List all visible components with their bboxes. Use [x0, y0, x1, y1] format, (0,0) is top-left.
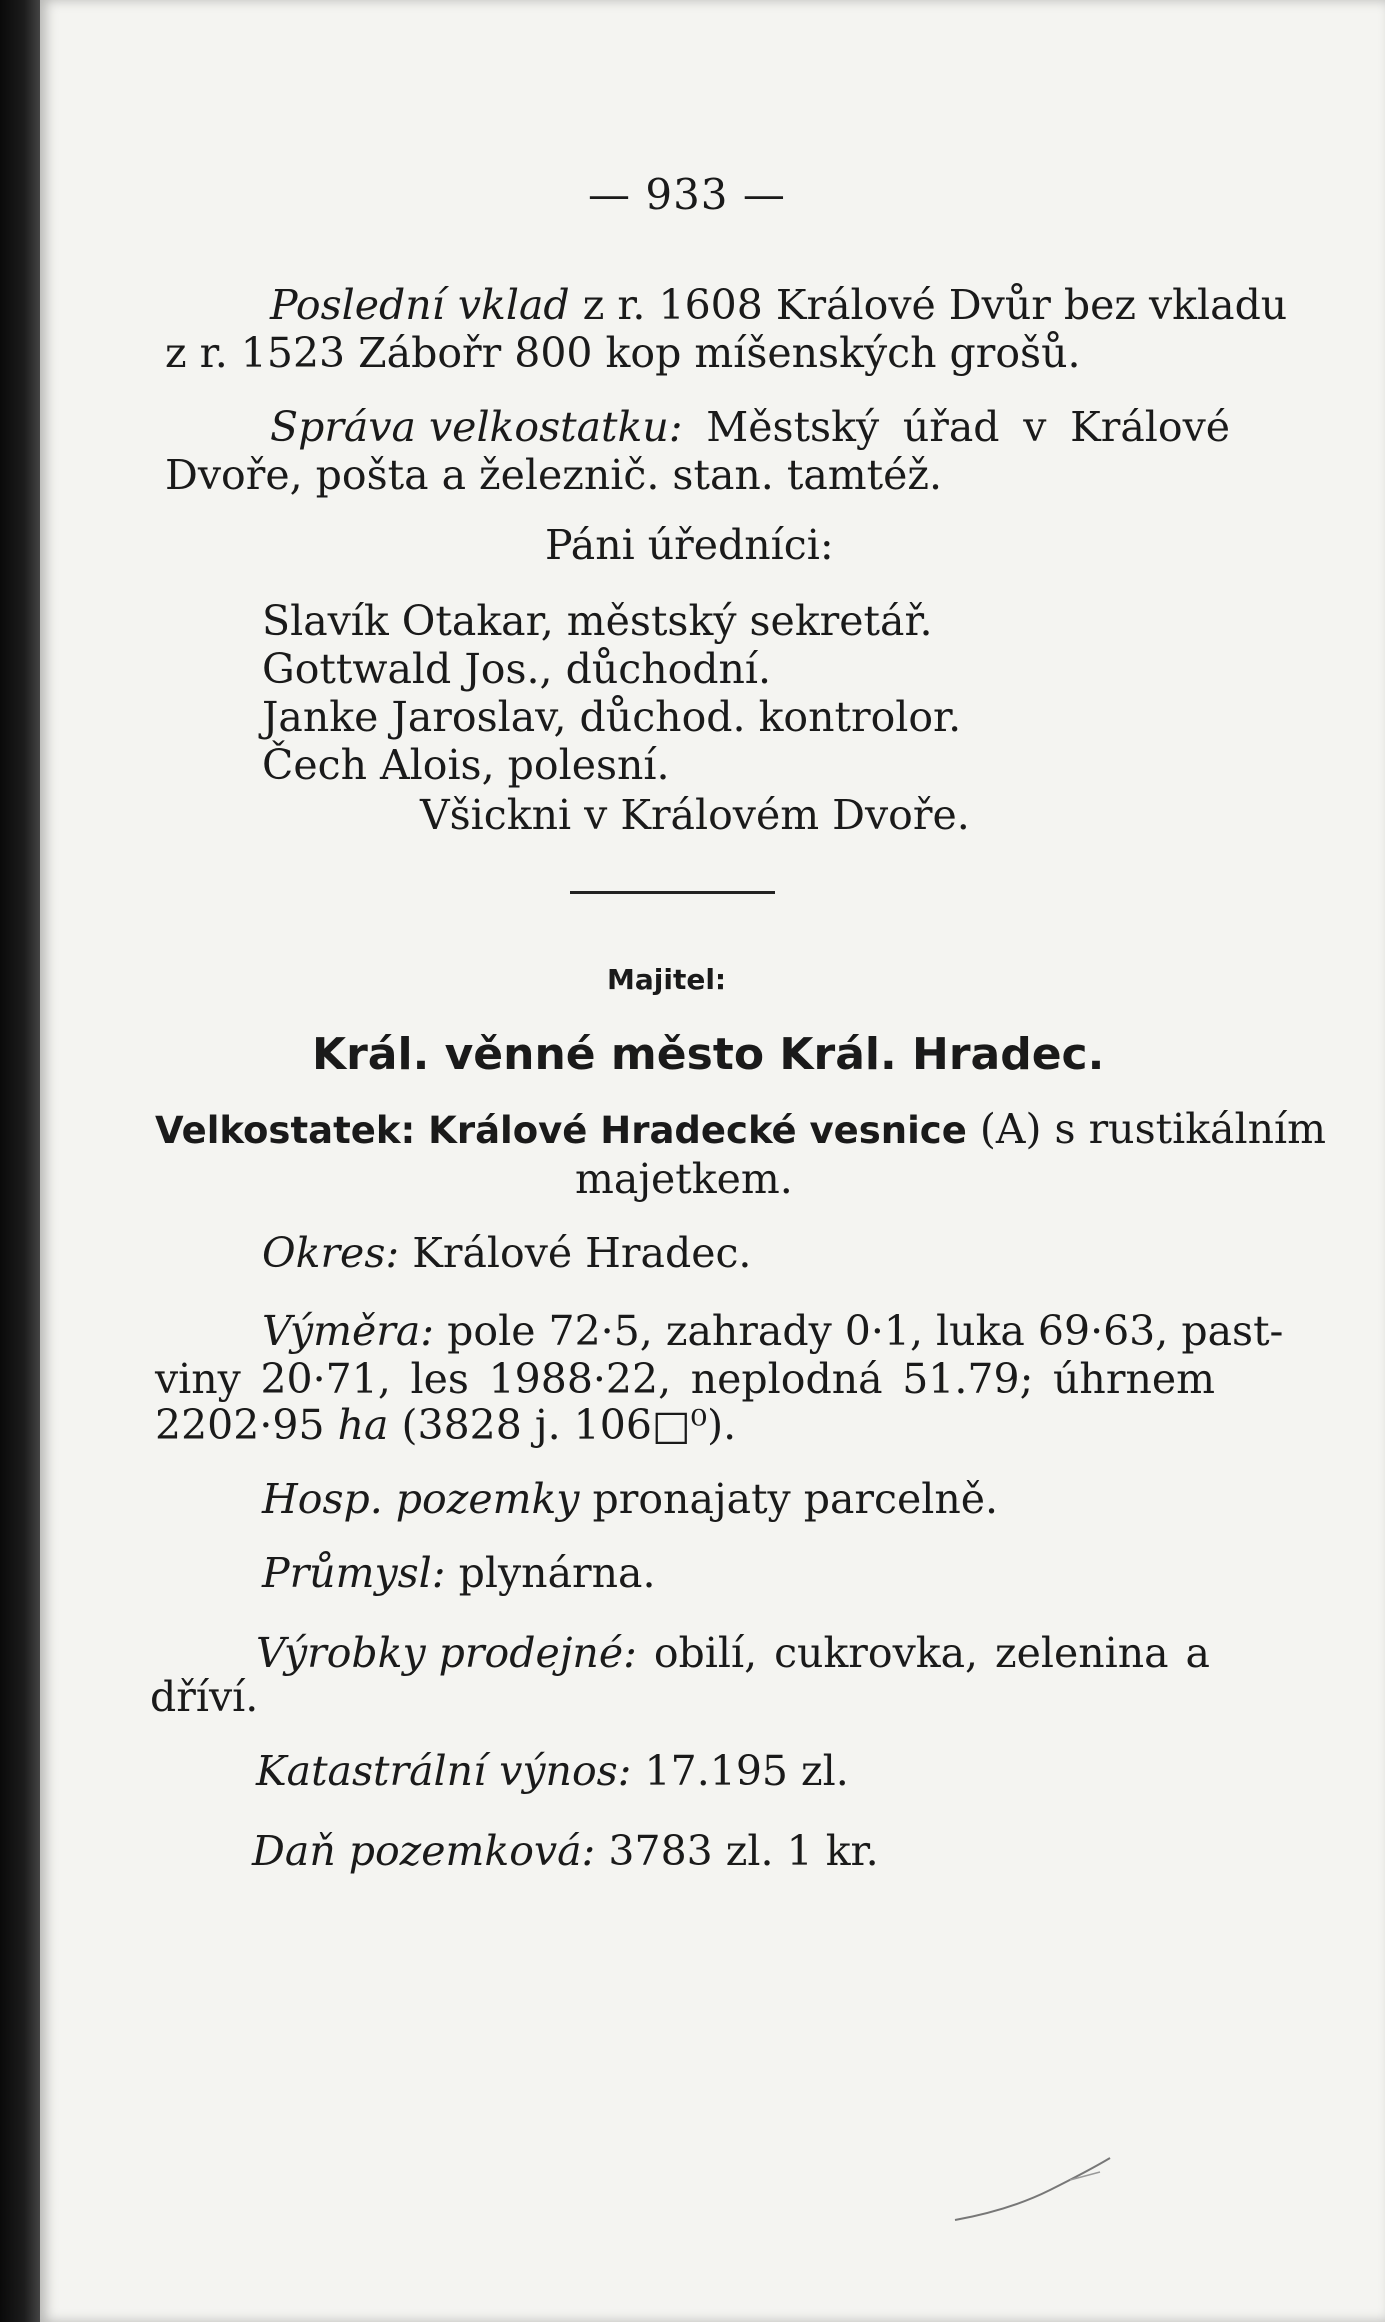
- pencil-mark: [950, 2150, 1120, 2230]
- administration-word-2: úřad: [902, 403, 1000, 451]
- section-divider: [570, 891, 775, 894]
- administration-word-3: v: [1023, 403, 1047, 451]
- area-line-2: [155, 1354, 1215, 1404]
- farm-land-label: Hosp. pozemky: [262, 1475, 580, 1523]
- area-word-5: neplodná: [690, 1355, 883, 1403]
- administration-line-1: [270, 402, 1230, 452]
- official-1: Slavík Otakar, městský sekretář.: [262, 597, 933, 645]
- products-line-1: [256, 1628, 1210, 1678]
- land-tax-value: 3783 zl. 1 kr.: [608, 1827, 879, 1875]
- land-tax-line: [252, 1826, 879, 1876]
- land-tax-label: Daň pozemková:: [252, 1827, 596, 1875]
- official-4: Čech Alois, polesní.: [262, 741, 670, 789]
- estate-line-1: [155, 1104, 1326, 1156]
- page-number: — 933 —: [588, 170, 786, 219]
- cadastral-yield-value: 17.195 zl.: [644, 1747, 849, 1795]
- official-3: Janke Jaroslav, důchod. kontrolor.: [262, 693, 962, 741]
- district-line: [262, 1228, 751, 1278]
- cadastral-yield-label: Katastrální výnos:: [256, 1747, 632, 1795]
- officials-note: Všickni v Královém Dvoře.: [420, 791, 970, 839]
- area-word-2: 20·71,: [260, 1355, 391, 1403]
- officials-heading: Páni úředníci:: [545, 521, 834, 569]
- book-gutter-edge: [0, 0, 40, 2322]
- last-entry-label: Poslední vklad: [270, 281, 570, 329]
- district-label: Okres:: [262, 1229, 400, 1277]
- area-line-3-text: (3828 j. 106□⁰).: [401, 1401, 737, 1449]
- estate-line-1-text: (A) s rustikálním: [979, 1105, 1327, 1153]
- products-word-2: cukrovka,: [774, 1629, 979, 1677]
- farm-land-line: [262, 1474, 998, 1524]
- last-entry-line-1: [270, 280, 1287, 330]
- area-word-3: les: [410, 1355, 469, 1403]
- area-word-7: úhrnem: [1053, 1355, 1215, 1403]
- owner-name: Král. věnné město Král. Hradec.: [312, 1029, 1105, 1080]
- book-page: [40, 0, 1385, 2322]
- area-word-6: 51.79;: [902, 1355, 1034, 1403]
- industry-label: Průmysl:: [262, 1549, 446, 1597]
- area-total: 2202·95: [155, 1401, 325, 1449]
- area-line-3: [155, 1400, 736, 1450]
- area-unit: ha: [337, 1401, 389, 1449]
- last-entry-line-2: z r. 1523 Zábořr 800 kop míšenských grošů.: [165, 329, 1081, 377]
- products-line-2: dříví.: [150, 1673, 259, 1721]
- products-word-1: obilí,: [653, 1629, 758, 1677]
- estate-label: Velkostatek: Králové Hradecké vesnice: [155, 1109, 967, 1152]
- area-word-1: viny: [155, 1355, 241, 1403]
- district-value: Králové Hradec.: [412, 1229, 752, 1277]
- farm-land-value: pronajaty parcelně.: [592, 1475, 999, 1523]
- estate-line-2: majetkem.: [575, 1155, 793, 1203]
- official-2: Gottwald Jos., důchodní.: [262, 645, 772, 693]
- industry-value: plynárna.: [458, 1549, 656, 1597]
- area-line-1: [262, 1306, 1283, 1356]
- owner-label: Majitel:: [607, 963, 727, 996]
- products-label: Výrobky prodejné:: [256, 1629, 637, 1677]
- administration-line-2: Dvoře, pošta a železnič. stan. tamtéž.: [165, 451, 943, 499]
- administration-word-4: Králové: [1070, 403, 1230, 451]
- administration-word-1: Městský: [706, 403, 880, 451]
- last-entry-line-1-text: z r. 1608 Králové Dvůr bez vkladu: [582, 281, 1288, 329]
- area-label: Výměra:: [262, 1307, 435, 1355]
- area-word-4: 1988·22,: [488, 1355, 672, 1403]
- area-line-1-text: pole 72·5, zahrady 0·1, luka 69·63, past-: [447, 1307, 1284, 1355]
- administration-label: Správa velkostatku:: [270, 403, 683, 451]
- cadastral-yield-line: [256, 1746, 849, 1796]
- industry-line: [262, 1548, 656, 1598]
- products-word-4: a: [1185, 1629, 1210, 1677]
- products-word-3: zelenina: [994, 1629, 1169, 1677]
